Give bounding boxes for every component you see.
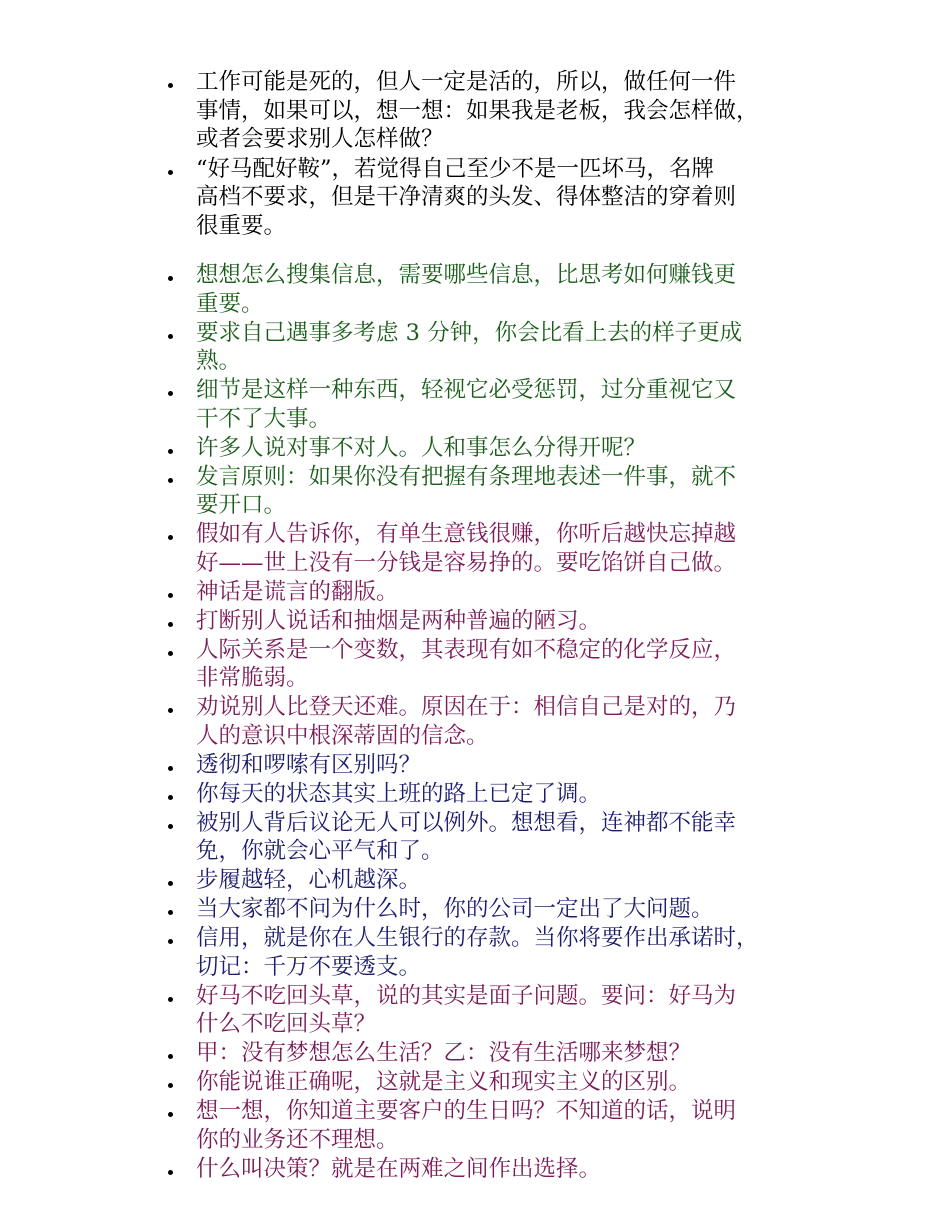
list-item: 你每天的状态其实上班的路上已定了调。 bbox=[164, 780, 834, 809]
list-item: 发言原则：如果你没有把握有条理地表述一件事，就不 要开口。 bbox=[164, 463, 834, 520]
list-item: 甲：没有梦想怎么生活？乙：没有生活哪来梦想？ bbox=[164, 1039, 834, 1068]
list-item: 你能说谁正确呢，这就是主义和现实主义的区别。 bbox=[164, 1068, 834, 1097]
list-item: 什么叫决策？就是在两难之间作出选择。 bbox=[164, 1155, 834, 1184]
list-item: 打断别人说话和抽烟是两种普遍的陋习。 bbox=[164, 607, 834, 636]
list-item: 许多人说对事不对人。人和事怎么分得开呢？ bbox=[164, 434, 834, 463]
list-item: 想想怎么搜集信息，需要哪些信息，比思考如何赚钱更 重要。 bbox=[164, 261, 834, 318]
bullet-list-intro bbox=[164, 68, 834, 241]
list-item: 工作可能是死的，但人一定是活的，所以，做任何一件 事情，如果可以，想一想：如果我是老板，我会怎样做， 或者会要求别人怎样做？ bbox=[164, 68, 834, 154]
list-item: 信用，就是你在人生银行的存款。当你将要作出承诺时， 切记：千万不要透支。 bbox=[164, 924, 834, 981]
list-item: 想一想，你知道主要客户的生日吗？不知道的话，说明 你的业务还不理想。 bbox=[164, 1097, 834, 1154]
list-item: 要求自己遇事多考虑 3 分钟，你会比看上去的样子更成 熟。 bbox=[164, 319, 834, 376]
list-item: 步履越轻，心机越深。 bbox=[164, 866, 834, 895]
list-item: 好马不吃回头草，说的其实是面子问题。要问：好马为 什么不吃回头草？ bbox=[164, 982, 834, 1039]
list-item: 当大家都不问为什么时，你的公司一定出了大问题。 bbox=[164, 895, 834, 924]
list-item: 被别人背后议论无人可以例外。想想看，连神都不能幸 免，你就会心平气和了。 bbox=[164, 809, 834, 866]
bullet-list-quotes bbox=[164, 261, 834, 1184]
list-item: 假如有人告诉你，有单生意钱很赚，你听后越快忘掉越 好——世上没有一分钱是容易挣的。要吃馅饼自己做。 bbox=[164, 520, 834, 577]
list-item: 神话是谎言的翻版。 bbox=[164, 578, 834, 607]
list-item: 劝说别人比登天还难。原因在于：相信自己是对的，乃 人的意识中根深蒂固的信念。 bbox=[164, 693, 834, 750]
list-item: “好马配好鞍”，若觉得自己至少不是一匹坏马，名牌 高档不要求，但是干净清爽的头发、得体整洁的穿着则 很重要。 bbox=[164, 155, 834, 241]
list-item: 人际关系是一个变数，其表现有如不稳定的化学反应， 非常脆弱。 bbox=[164, 636, 834, 693]
list-item: 透彻和啰嗦有区别吗？ bbox=[164, 751, 834, 780]
list-item: 细节是这样一种东西，轻视它必受惩罚，过分重视它又 干不了大事。 bbox=[164, 376, 834, 433]
